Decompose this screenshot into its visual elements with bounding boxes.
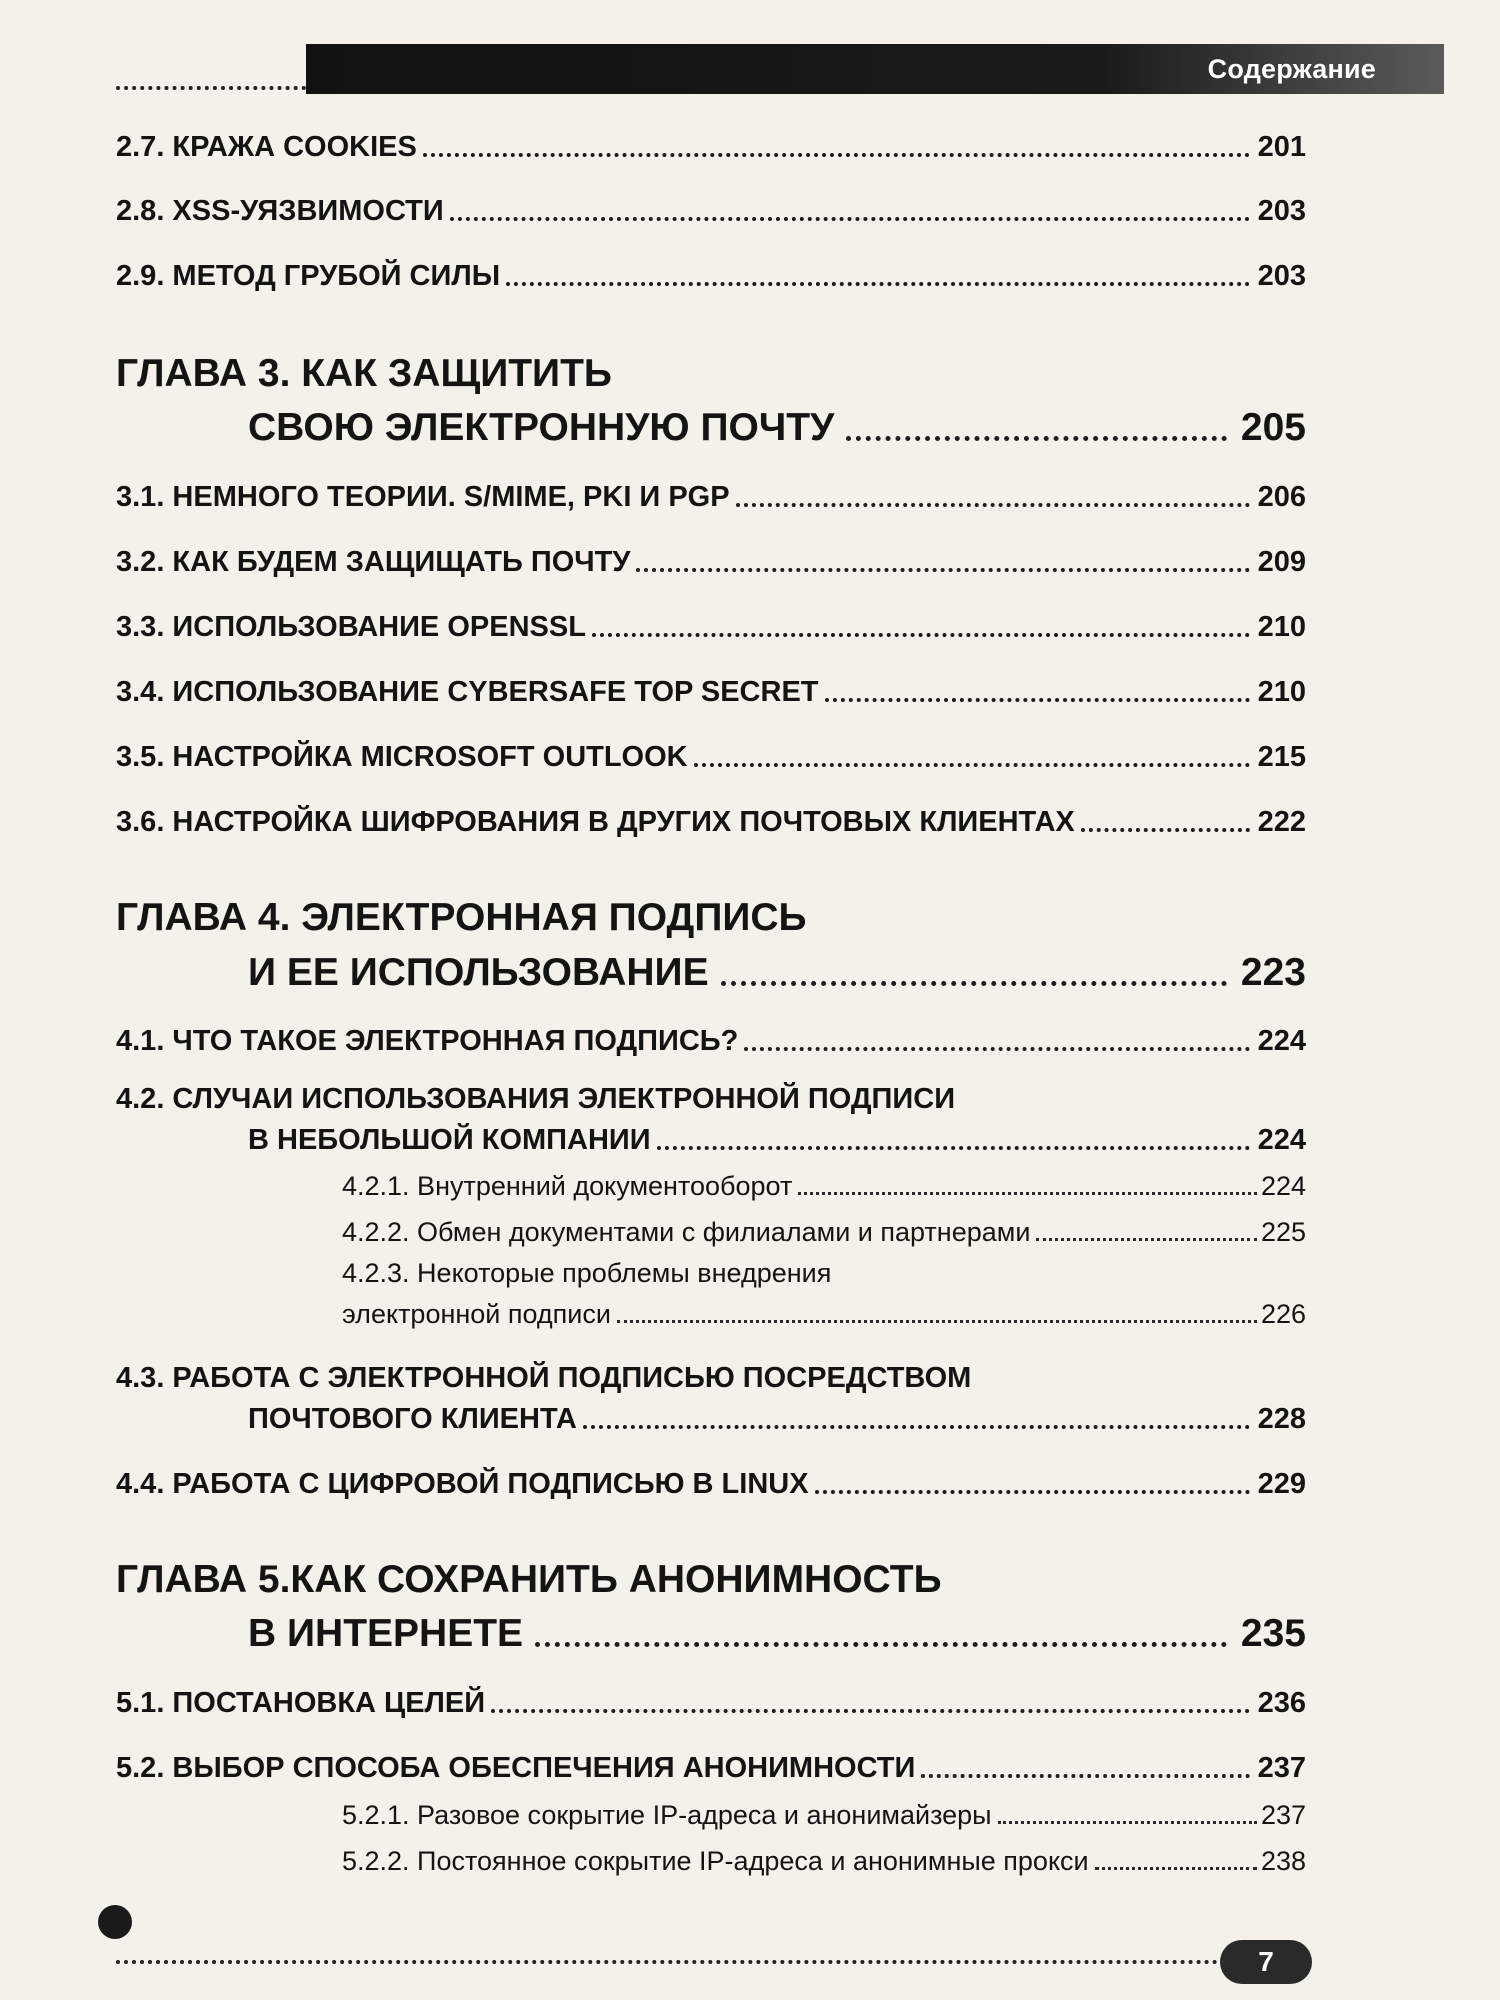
toc-entry-2-7[interactable] (116, 124, 1306, 164)
running-header-title: Содержание (1207, 54, 1376, 84)
toc-entry-4-3-title[interactable]: 4.3. РАБОТА С ЭЛЕКТРОННОЙ ПОДПИСЬЮ ПОСРЕДСТВОМ (116, 1362, 972, 1394)
toc-entry-5-2-1[interactable] (342, 1795, 1306, 1831)
toc-entry-2-8[interactable] (116, 188, 1306, 228)
dot-leader (1081, 828, 1250, 832)
toc-entry-label-cont: ПОЧТОВОГО КЛИЕНТА (248, 1403, 577, 1435)
chapter-3-entry[interactable] (248, 400, 1306, 450)
toc-entry-3-4[interactable] (116, 669, 1306, 709)
dot-leader (815, 1490, 1250, 1494)
dot-leader (744, 1047, 1249, 1051)
footer-bullet-icon (98, 1905, 132, 1939)
chapter-4-title[interactable]: ГЛАВА 4. ЭЛЕКТРОННАЯ ПОДПИСЬ (116, 896, 807, 939)
toc-entry-label-cont: В НЕБОЛЬШОЙ КОМПАНИИ (248, 1124, 651, 1156)
toc-entry-page: 222 (1257, 806, 1306, 838)
dot-leader (657, 1146, 1250, 1150)
chapter-page: 205 (1240, 406, 1306, 449)
toc-entry-5-2-2[interactable] (342, 1841, 1306, 1877)
toc-entry-label: 3.1. НЕМНОГО ТЕОРИИ. S/MIME, PKI И PGP (116, 481, 730, 513)
dot-leader (506, 282, 1250, 286)
chapter-page: 223 (1240, 951, 1306, 994)
toc-entry-page: 236 (1257, 1687, 1306, 1719)
dot-leader (1095, 1867, 1257, 1870)
toc-entry-3-2[interactable] (116, 539, 1306, 579)
toc-entry-label: 5.1. ПОСТАНОВКА ЦЕЛЕЙ (116, 1687, 486, 1719)
dot-leader (921, 1774, 1249, 1778)
dot-leader (636, 568, 1249, 572)
toc-entry-page: 238 (1260, 1846, 1306, 1876)
toc-entry-4-4[interactable] (116, 1461, 1306, 1501)
toc-entry-label: 3.3. ИСПОЛЬЗОВАНИЕ OPENSSL (116, 611, 586, 643)
toc-entry-label: 2.7. КРАЖА COOKIES (116, 131, 417, 163)
toc-entry-label: 5.2. ВЫБОР СПОСОБА ОБЕСПЕЧЕНИЯ АНОНИМНОСТИ (116, 1752, 916, 1784)
toc-entry-page: 203 (1257, 195, 1306, 227)
toc-entry-5-1[interactable] (116, 1680, 1306, 1720)
toc-entry-4-1[interactable] (116, 1018, 1306, 1058)
footer-dotted-rule (116, 1960, 1226, 1964)
toc-entry-label: 3.4. ИСПОЛЬЗОВАНИЕ CYBERSAFE TOP SECRET (116, 676, 819, 708)
toc-entry-page: 209 (1257, 546, 1306, 578)
toc-entry-label: 4.4. РАБОТА С ЦИФРОВОЙ ПОДПИСЬЮ В LINUX (116, 1468, 809, 1500)
toc-entry-4-2-3-title[interactable]: 4.2.3. Некоторые проблемы внедрения (342, 1258, 832, 1288)
chapter-title-cont: СВОЮ ЭЛЕКТРОННУЮ ПОЧТУ (248, 406, 835, 449)
toc-entry-page: 229 (1257, 1468, 1306, 1500)
toc-entry-label: 3.5. НАСТРОЙКА MICROSOFT OUTLOOK (116, 741, 688, 773)
toc-entry-page: 210 (1257, 676, 1306, 708)
page-number: 7 (1258, 1946, 1274, 1977)
toc-entry-page: 226 (1260, 1299, 1306, 1329)
chapter-4-entry[interactable] (248, 945, 1306, 995)
toc-entry-page: 203 (1257, 260, 1306, 292)
toc-entry-3-1[interactable] (116, 474, 1306, 514)
toc-entry-5-2[interactable] (116, 1745, 1306, 1785)
toc-entry-4-2[interactable] (248, 1117, 1306, 1157)
toc-entry-page: 228 (1257, 1403, 1306, 1435)
toc-entry-page: 224 (1257, 1025, 1306, 1057)
toc-entry-label: 2.8. XSS-УЯЗВИМОСТИ (116, 195, 444, 227)
toc-entry-label: 3.2. КАК БУДЕМ ЗАЩИЩАТЬ ПОЧТУ (116, 546, 631, 578)
toc-entry-page: 224 (1257, 1124, 1306, 1156)
dot-leader (998, 1821, 1257, 1824)
toc-entry-page: 201 (1257, 131, 1306, 163)
chapter-3-title[interactable]: ГЛАВА 3. КАК ЗАЩИТИТЬ (116, 352, 612, 395)
toc-entry-page: 224 (1260, 1171, 1306, 1201)
toc-entry-label: 5.2.1. Разовое сокрытие IP-адреса и анонимайзеры (342, 1800, 992, 1830)
chapter-5-title[interactable]: ГЛАВА 5.КАК СОХРАНИТЬ АНОНИМНОСТЬ (116, 1558, 942, 1601)
toc-entry-3-6[interactable] (116, 799, 1306, 839)
dot-leader (825, 698, 1250, 702)
toc-entry-3-5[interactable] (116, 734, 1306, 774)
toc-entry-label: 2.9. МЕТОД ГРУБОЙ СИЛЫ (116, 260, 501, 292)
toc-entry-4-2-title[interactable]: 4.2. СЛУЧАИ ИСПОЛЬЗОВАНИЯ ЭЛЕКТРОННОЙ ПОДПИСИ (116, 1083, 956, 1115)
toc-entry-label: 4.1. ЧТО ТАКОЕ ЭЛЕКТРОННАЯ ПОДПИСЬ? (116, 1025, 739, 1057)
dot-leader (1036, 1238, 1257, 1241)
toc-entry-page: 237 (1257, 1752, 1306, 1784)
toc-entry-page: 206 (1257, 481, 1306, 513)
toc-entry-label: 5.2.2. Постоянное сокрытие IP-адреса и анонимные прокси (342, 1846, 1089, 1876)
dot-leader (694, 763, 1250, 767)
toc-entry-3-3[interactable] (116, 604, 1306, 644)
toc-entry-2-9[interactable] (116, 253, 1306, 293)
dot-leader (491, 1709, 1250, 1713)
toc-entry-4-3[interactable] (248, 1396, 1306, 1436)
toc-entry-page: 237 (1260, 1800, 1306, 1830)
chapter-title-cont: В ИНТЕРНЕТЕ (248, 1612, 524, 1655)
toc-entry-page: 215 (1257, 741, 1306, 773)
dot-leader (423, 153, 1250, 157)
toc-entry-label-cont: электронной подписи (342, 1299, 611, 1329)
dot-leader (846, 436, 1227, 441)
header-dotted-rule (116, 86, 306, 90)
toc-entry-label: 4.2.2. Обмен документами с филиалами и партнерами (342, 1217, 1031, 1247)
toc-entry-page: 225 (1260, 1217, 1306, 1247)
toc-entry-label: 3.6. НАСТРОЙКА ШИФРОВАНИЯ В ДРУГИХ ПОЧТОВЫХ КЛИЕНТАХ (116, 806, 1075, 838)
toc-entry-4-2-3[interactable] (342, 1294, 1306, 1330)
toc-entry-4-2-2[interactable] (342, 1212, 1306, 1248)
dot-leader (592, 633, 1250, 637)
dot-leader (617, 1320, 1257, 1323)
dot-leader (721, 981, 1227, 986)
toc-entry-page: 210 (1257, 611, 1306, 643)
dot-leader (583, 1425, 1250, 1429)
chapter-page: 235 (1240, 1612, 1306, 1655)
dot-leader (736, 503, 1250, 507)
dot-leader (798, 1192, 1257, 1195)
chapter-title-cont: И ЕЕ ИСПОЛЬЗОВАНИЕ (248, 951, 709, 994)
toc-entry-label: 4.2.1. Внутренний документооборот (342, 1171, 793, 1201)
toc-entry-4-2-1[interactable] (342, 1166, 1306, 1202)
page-number-badge (1220, 1940, 1312, 1984)
dot-leader (535, 1642, 1227, 1647)
dot-leader (450, 217, 1250, 221)
chapter-5-entry[interactable] (248, 1606, 1306, 1656)
